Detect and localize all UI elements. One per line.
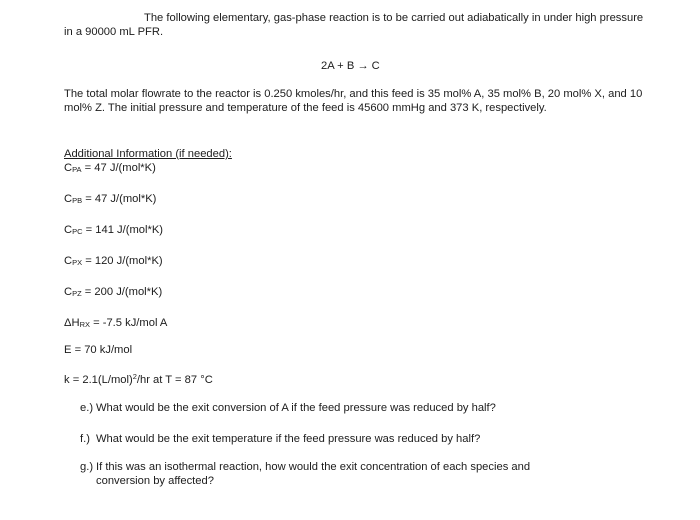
param-value: = -7.5 kJ/mol A [89, 317, 168, 329]
param-cpb [64, 193, 156, 207]
question-f [80, 433, 480, 447]
additional-info-heading: Additional Information (if needed): [64, 148, 232, 160]
activation-energy: E = 70 kJ/mol [64, 344, 133, 356]
param-subscript: PZ [72, 289, 82, 298]
question-text-line2: conversion by affected? [96, 474, 214, 487]
question-e [80, 402, 496, 416]
param-symbol: C [64, 193, 73, 205]
param-value: = 141 J/(mol*K) [82, 224, 164, 236]
param-symbol: C [64, 255, 73, 267]
question-text: What would be the exit conversion of A if the feed pressure was reduced by half? [96, 402, 496, 414]
param-value: = 47 J/(mol*K) [82, 193, 157, 205]
question-label: f.) [80, 433, 90, 445]
reaction-equation: 2A + B → C [321, 60, 380, 72]
param-subscript: PX [72, 258, 83, 267]
rate-constant-exponent: 2 [132, 372, 137, 381]
param-subscript: PC [72, 227, 83, 236]
param-symbol: C [64, 162, 73, 174]
question-text-line1: If this was an isothermal reaction, how would the exit concentration of each species and [96, 461, 531, 473]
question-g [80, 461, 620, 488]
rate-constant-condition: /hr at T = 87 °C [136, 374, 213, 386]
question-label: g.) [80, 461, 94, 473]
question-text: What would be the exit temperature if the feed pressure was reduced by half? [96, 433, 481, 445]
param-value: = 47 J/(mol*K) [81, 162, 156, 174]
param-cpz [64, 286, 162, 300]
param-symbol: ΔH [64, 317, 80, 329]
question-label: e.) [80, 402, 94, 414]
param-value: = 120 J/(mol*K) [82, 255, 163, 267]
param-dhrx [64, 317, 167, 331]
param-symbol: C [64, 286, 73, 298]
rate-constant [64, 372, 213, 388]
param-symbol: C [64, 224, 73, 236]
param-subscript: RX [79, 320, 90, 329]
param-cpa [64, 162, 156, 176]
param-subscript: PB [72, 196, 83, 205]
param-cpx [64, 255, 163, 269]
param-subscript: PA [72, 165, 82, 174]
feed-description: The total molar flowrate to the reactor is 0.250 kmoles/hr, and this feed is 35 mol% A, 35 mol% B, 20 mol% X, and 10 mol% Z. The initial pressure and temperature of the feed is 45600 mmHg and 373 K, respectively. [64, 88, 643, 114]
problem-intro: The following elementary, gas-phase reaction is to be carried out adiabatically in under high pressure in a 90000 mL PFR. [64, 12, 644, 38]
param-value: = 200 J/(mol*K) [81, 286, 163, 298]
param-cpc [64, 224, 163, 238]
rate-constant-base: k = 2.1(L/mol) [64, 374, 133, 386]
